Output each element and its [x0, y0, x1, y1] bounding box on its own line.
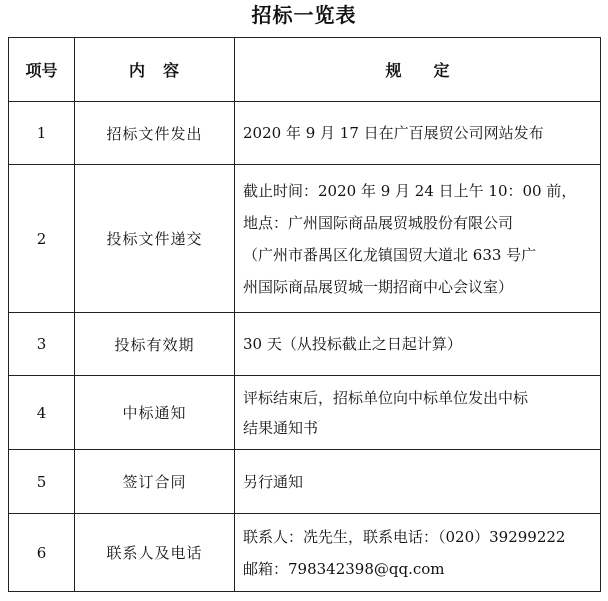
- provision-line: 邮箱：798342398@qq.com: [243, 559, 445, 578]
- row-item: 签订合同: [75, 450, 235, 514]
- table-header-row: [9, 38, 601, 102]
- row-number: 3: [9, 313, 75, 376]
- table-row: [9, 102, 601, 165]
- table-row: [9, 313, 601, 376]
- row-item: 招标文件发出: [75, 102, 235, 165]
- table-row: [9, 514, 601, 592]
- provision-line: 联系人：冼先生，联系电话：（020）39299222: [243, 527, 566, 546]
- header-provisions: 规 定: [235, 38, 601, 102]
- row-number: 2: [9, 165, 75, 313]
- row-item: 投标有效期: [75, 313, 235, 376]
- row-item: 联系人及电话: [75, 514, 235, 592]
- provision-line: 2020 年 9 月 17 日在广百展贸公司网站发布: [243, 124, 544, 142]
- document-title: 招标一览表: [251, 3, 357, 27]
- row-number: 5: [9, 450, 75, 514]
- header-item-number: 项号: [9, 38, 75, 102]
- row-item: 投标文件递交: [75, 165, 235, 313]
- row-provision: [235, 165, 601, 313]
- table-row: [9, 450, 601, 514]
- row-number: 4: [9, 376, 75, 450]
- tender-overview-table: [8, 37, 601, 592]
- provision-line: 评标结束后，招标单位向中标单位发出中标: [243, 388, 529, 407]
- provision-line: （广州市番禺区化龙镇国贸大道北 633 号广: [243, 245, 537, 264]
- provision-line: 州国际商品展贸城一期招商中心会议室）: [243, 277, 514, 296]
- provision-line: 截止时间：2020 年 9 月 24 日上午 10：00 前，: [243, 181, 577, 200]
- row-provision: [235, 313, 601, 376]
- row-item: 中标通知: [75, 376, 235, 450]
- provision-line: 结果通知书: [243, 418, 319, 437]
- provision-line: 另行通知: [243, 472, 304, 491]
- provision-line: 地点：广州国际商品展贸城股份有限公司: [243, 213, 514, 232]
- row-provision: [235, 376, 601, 450]
- row-provision: [235, 514, 601, 592]
- row-number: 1: [9, 102, 75, 165]
- provision-line: 30 天（从投标截止之日起计算）: [243, 335, 462, 353]
- row-provision: [235, 450, 601, 514]
- table-row: [9, 165, 601, 313]
- row-number: 6: [9, 514, 75, 592]
- table-row: [9, 376, 601, 450]
- header-content: 内 容: [75, 38, 235, 102]
- row-provision: [235, 102, 601, 165]
